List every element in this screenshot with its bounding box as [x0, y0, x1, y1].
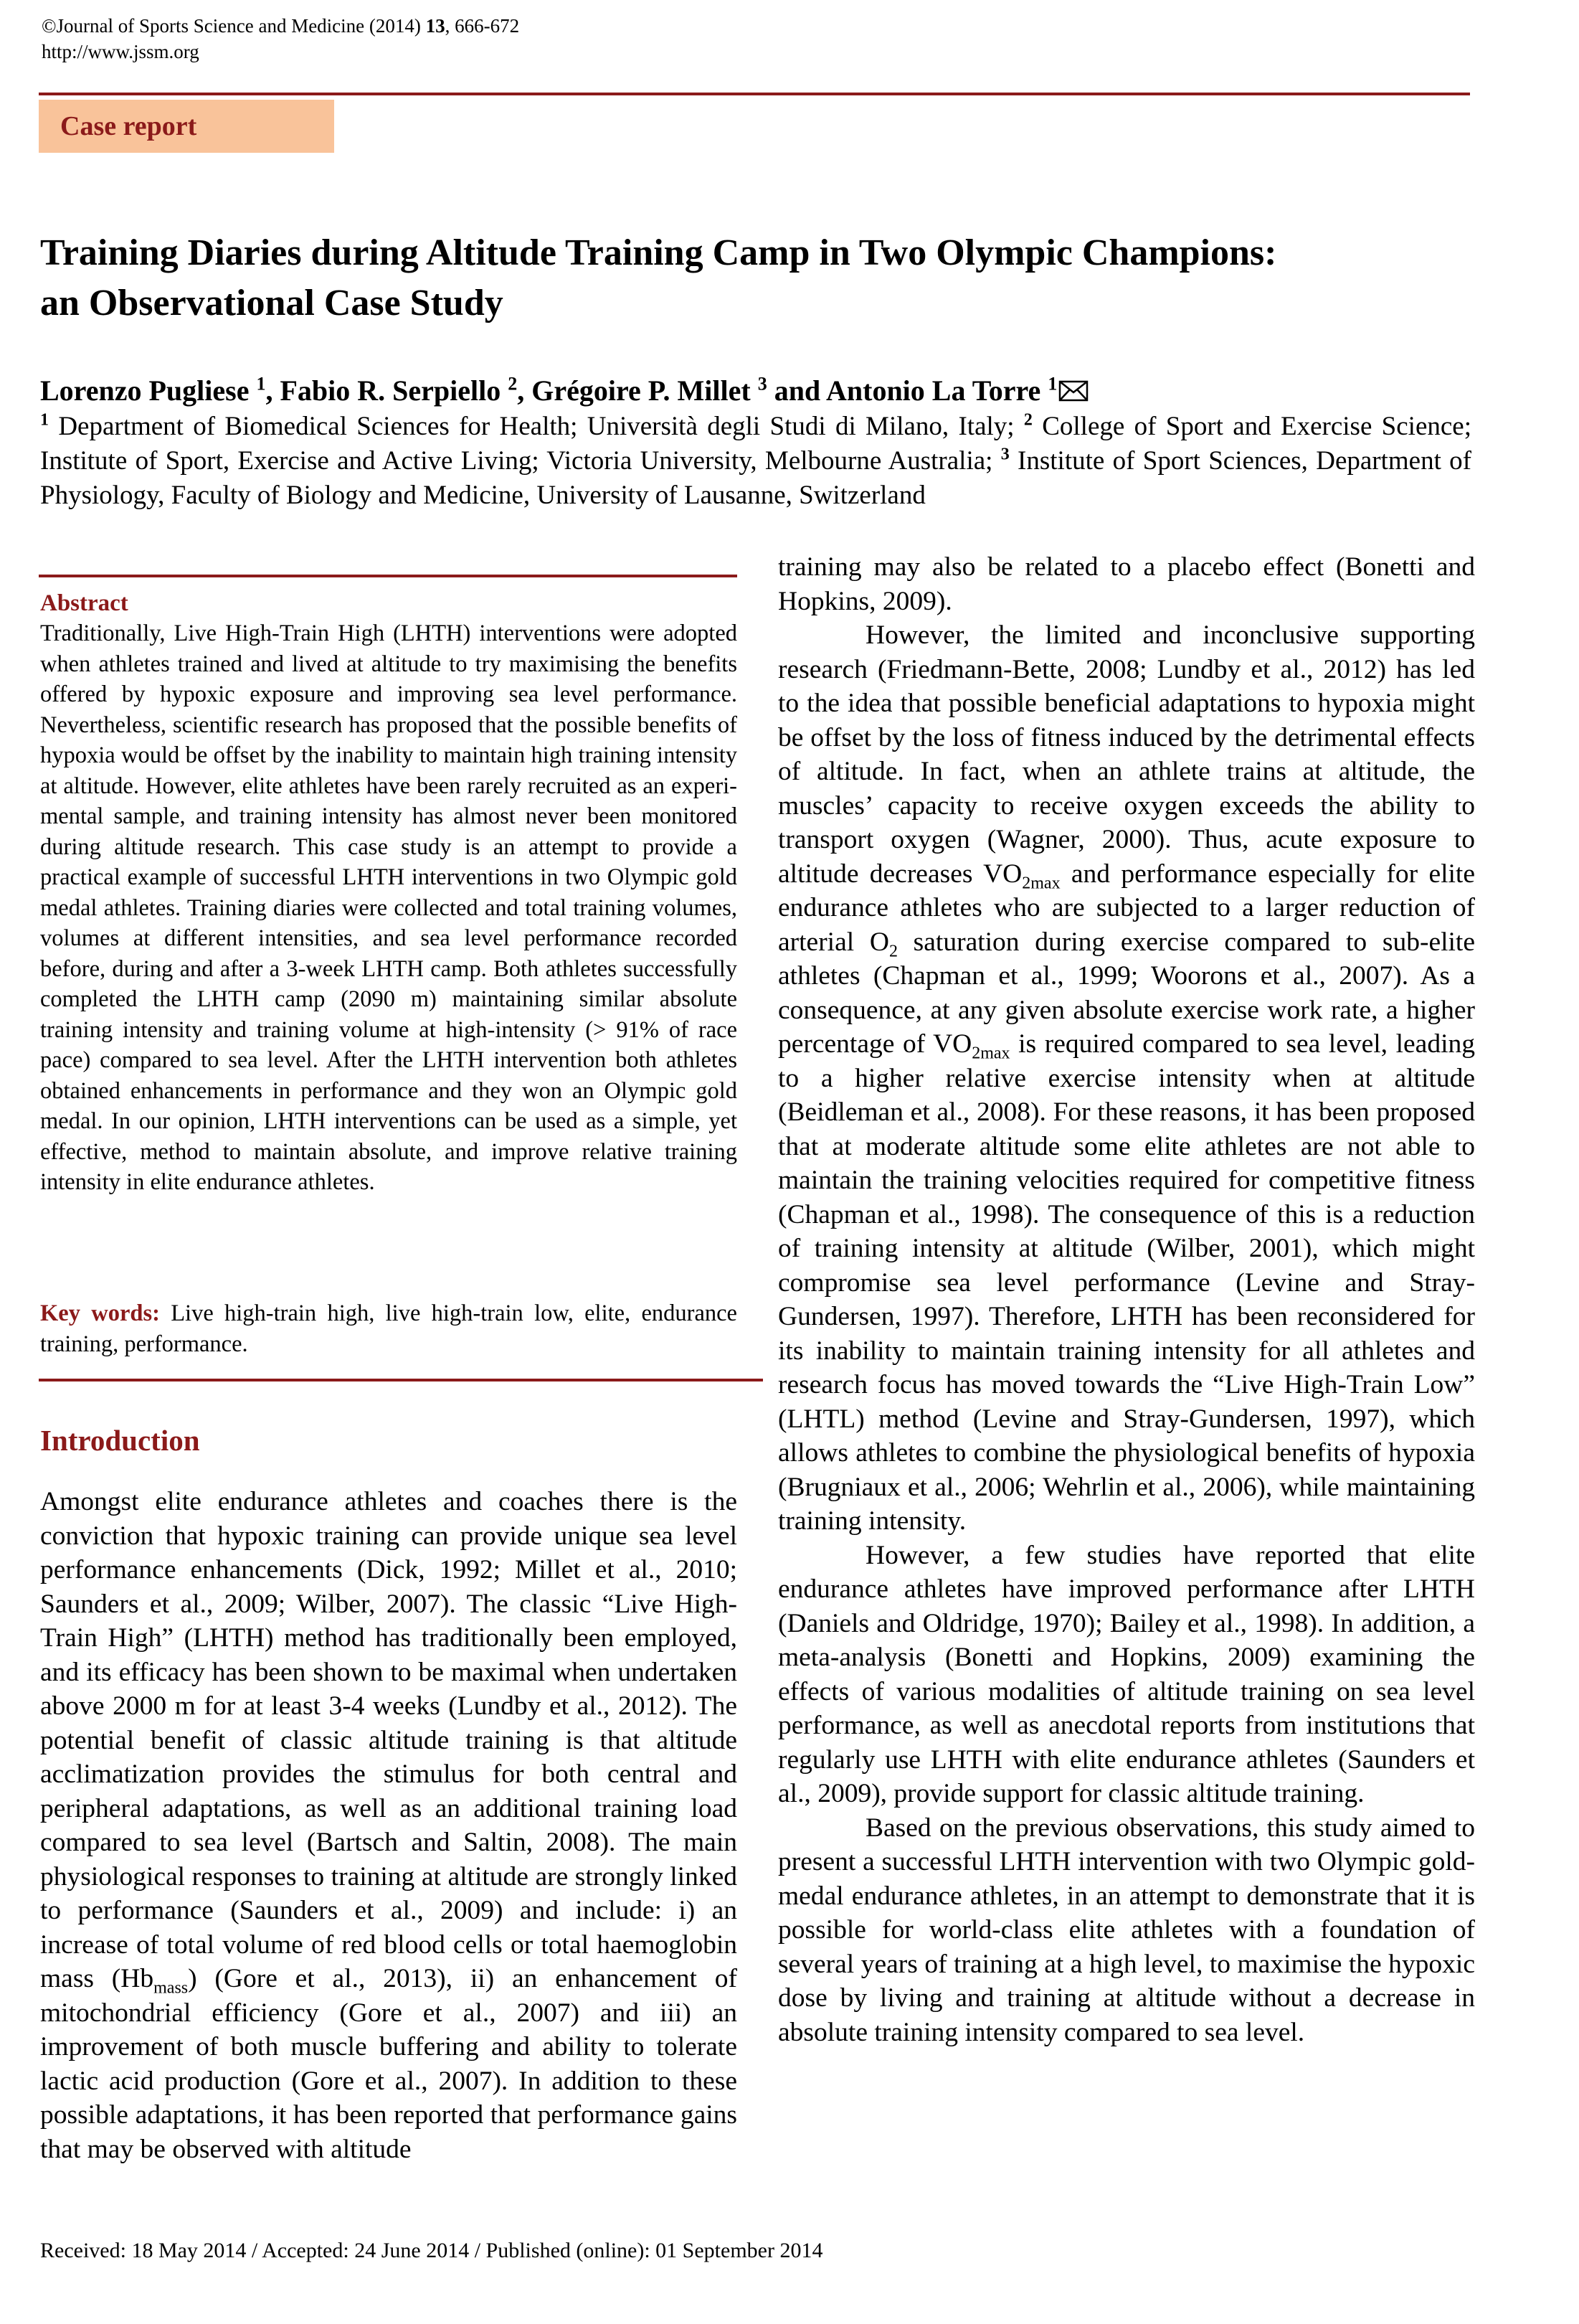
abstract-bottom-divider [39, 1379, 763, 1381]
paragraph-continuation: training may also be related to a placebo effect (Bonetti and Hopkins, 2009). [778, 552, 1475, 616]
journal-pages: , 666-672 [445, 15, 520, 37]
envelope-icon[interactable] [1058, 374, 1089, 395]
publication-dates: Received: 18 May 2014 / Accepted: 24 June 2014 / Published (online): 01 September 2014 [40, 2239, 823, 2262]
abstract-top-divider [39, 575, 737, 577]
paragraph-text: saturation during exercise compared to sub-elite athletes (Chapman et al., 1999; Woorons et al., 2007). As a consequence, at any given absolute exercise work rate, a higher percentage of VO [778, 927, 1475, 1059]
affiliation-number: 1 [40, 410, 49, 430]
paragraph-text: ) (Gore et al., 2013), ii) an enhancement of mitochondrial efficiency (Gore et al., 2007) and iii) an improvement of both muscle buffering and ability to tolerate lactic acid production (Gore et al., 2007). In addition to these possible adaptations, it has been reported that performance gains that may be observed with altitude [40, 1964, 737, 2164]
author-affiliation-ref: 1 [256, 373, 266, 395]
introduction-paragraph [40, 1485, 737, 2166]
paragraph [778, 618, 1475, 1539]
author-separator: and [767, 374, 826, 407]
author-affiliation-ref: 1 [1048, 373, 1058, 395]
keywords-text: Live high-train high, live high-train low, elite, endurance training, performance. [40, 1300, 737, 1357]
article-title [40, 228, 1467, 329]
author-name: Lorenzo Pugliese [40, 374, 257, 407]
journal-url[interactable]: http://www.jssm.org [42, 41, 199, 62]
affiliation-text: Institute of Sport Sciences, Department of Physiology, Faculty of Biology and Medicine, University of Lausanne, Switzerland [40, 446, 1471, 510]
affiliation-text: Department of Biomedical Sciences for Health; Università degli Studi di Milano, Italy; [49, 412, 1024, 441]
abstract-heading: Abstract [40, 590, 128, 616]
title-line-1: Training Diaries during Altitude Training Camp in Two Olympic Champions: [40, 232, 1277, 273]
paragraph-text: and performance especially for elite endurance athletes who are subjected to a larger reduction of arterial O [778, 859, 1475, 957]
subscript: 2max [972, 1044, 1010, 1063]
article-type-label: Case report [60, 111, 197, 141]
journal-name: ©Journal of Sports Science and Medicine (2014) [42, 15, 421, 37]
paragraph: Based on the previous observations, this study aimed to present a successful LHTH intervention with two Olympic gold-medal endurance athletes, in an attempt to demonstrate that it is possible for world-class elite athletes with a foundation of several years of training at a high level, to maximise the hypoxic dose by living and training at altitude without a decrease in absolute training intensity compared to sea level. [778, 1813, 1475, 2047]
affiliation-number: 3 [1000, 445, 1010, 464]
paragraph-text: is required compared to sea level, leading to a higher relative exercise intensity when at altitude (Beidleman et al., 2008). For these reasons, it has been proposed that at moderate altitude some elite athletes are not able to maintain the training velocities required for competitive fitness (Chapman et al., 1998). The consequence of this is a reduction of training intensity at altitude (Wilber, 2001), which might compromise sea level performance (Levine and Stray-Gundersen, 1997). Therefore, LHTH has been reconsidered for its inability to maintain training intensity for all athletes and research focus has moved towards the “Live High-Train Low” (LHTL) method (Levine and Stray-Gundersen, 1997), which allows athletes to combine the physiological benefits of hypoxia (Brugniaux et al., 2006; Wehrlin et al., 2006), while maintaining training intensity. [778, 1029, 1475, 1536]
author-affiliation-ref: 3 [757, 373, 767, 395]
header-divider [39, 93, 1470, 95]
author-affiliation-ref: 2 [508, 373, 518, 395]
right-column [778, 550, 1475, 2049]
affiliation-text: College of Sport and Exercise Science; Institute of Sport, Exercise and Active Living; Victoria University, Melbourne Australia; [40, 412, 1472, 476]
paragraph: However, a few studies have reported that elite endurance athletes have improved performance after LHTH (Daniels and Oldridge, 1970); Bailey et al., 1998). In addition, a meta-analysis (Bonetti and Hopkins, 2009) examining the effects of various modalities of altitude training on sea level performance, as well as anecdotal reports from institutions that regularly use LHTH with elite endurance athletes (Saunders et al., 2009), provide support for classic altitude training. [778, 1540, 1475, 1808]
paragraph-text: Amongst elite endurance athletes and coaches there is the conviction that hypoxic training can provide unique sea level performance enhancements (Dick, 1992; Millet et al., 2010; Saunders et al., 2009; Wilber, 2007). The classic “Live High-Train High” (LHTH) method has traditionally been employed, and its efficacy has been shown to be maximal when undertaken above 2000 m for at least 3-4 weeks (Lundby et al., 2012). The potential benefit of classic altitude training is that altitude acclimatization provides the stimulus for both central and peripheral adaptations, as well as an additional training load compared to sea level (Bartsch and Saltin, 2008). The main physiological responses to training at altitude are strongly linked to performance (Saunders et al., 2009) and include: i) an increase of total volume of red blood cells or total haemoglobin mass (Hb [40, 1487, 737, 1993]
author-separator: , [265, 374, 280, 407]
subscript: 2max [1022, 874, 1061, 892]
journal-volume: 13 [425, 15, 445, 37]
keywords [40, 1298, 737, 1359]
author-separator: , [517, 374, 532, 407]
author-name: Grégoire P. Millet [531, 374, 758, 407]
title-line-2: an Observational Case Study [40, 283, 503, 323]
keywords-label: Key words: [40, 1300, 160, 1326]
author-name: Antonio La Torre [825, 374, 1048, 407]
introduction-heading: Introduction [40, 1424, 200, 1457]
affiliation-number: 2 [1023, 410, 1033, 430]
journal-citation [42, 13, 519, 39]
author-list [40, 372, 1467, 410]
subscript: mass [153, 1978, 189, 1998]
paragraph-text: However, the limited and inconclusive supporting research (Friedmann-Bette, 2008; Lundby et al., 2012) has led to the idea that possible beneficial adaptations to hypoxia might be offset by the loss of fitness induced by the detrimental effects of altitude. In fact, when an athlete trains at altitude, the muscles’ capacity to receive oxygen exceeds the ability to transport oxygen (Wagner, 2000). Thus, acute exposure to altitude decreases VO [778, 620, 1475, 889]
subscript: 2 [888, 942, 898, 960]
abstract-text: Traditionally, Live High-Train High (LHTH) interventions were adopted when athletes trained and lived at altitude to try maximising the benefits offered by hypoxic exposure and improving sea level performance. Nevertheless, scientific research has proposed that the possible benefits of hypoxia would be offset by the inability to maintain high training intensity at altitude. However, elite athletes have been rarely recruited as an experimental sample, and training intensity has almost never been monitored during altitude research. This case study is an attempt to provide a practical example of successful LHTH interventions in two Olympic gold medal athletes. Training diaries were collected and total training volumes, volumes at different intensities, and sea level performance recorded before, during and after a 3-week LHTH camp. Both athletes successfully completed the LHTH camp (2090 m) maintaining similar absolute training intensity and training volume at high-intensity (> 91% of race pace) compared to sea level. After the LHTH intervention both athletes obtained enhancements in performance and they won an Olympic gold medal. In our opinion, LHTH interventions can be used as a simple, yet effective, method to maintain absolute, and improve relative training intensity in elite endurance athletes. [40, 620, 737, 1195]
affiliations [40, 410, 1471, 513]
author-name: Fabio R. Serpiello [280, 374, 508, 407]
